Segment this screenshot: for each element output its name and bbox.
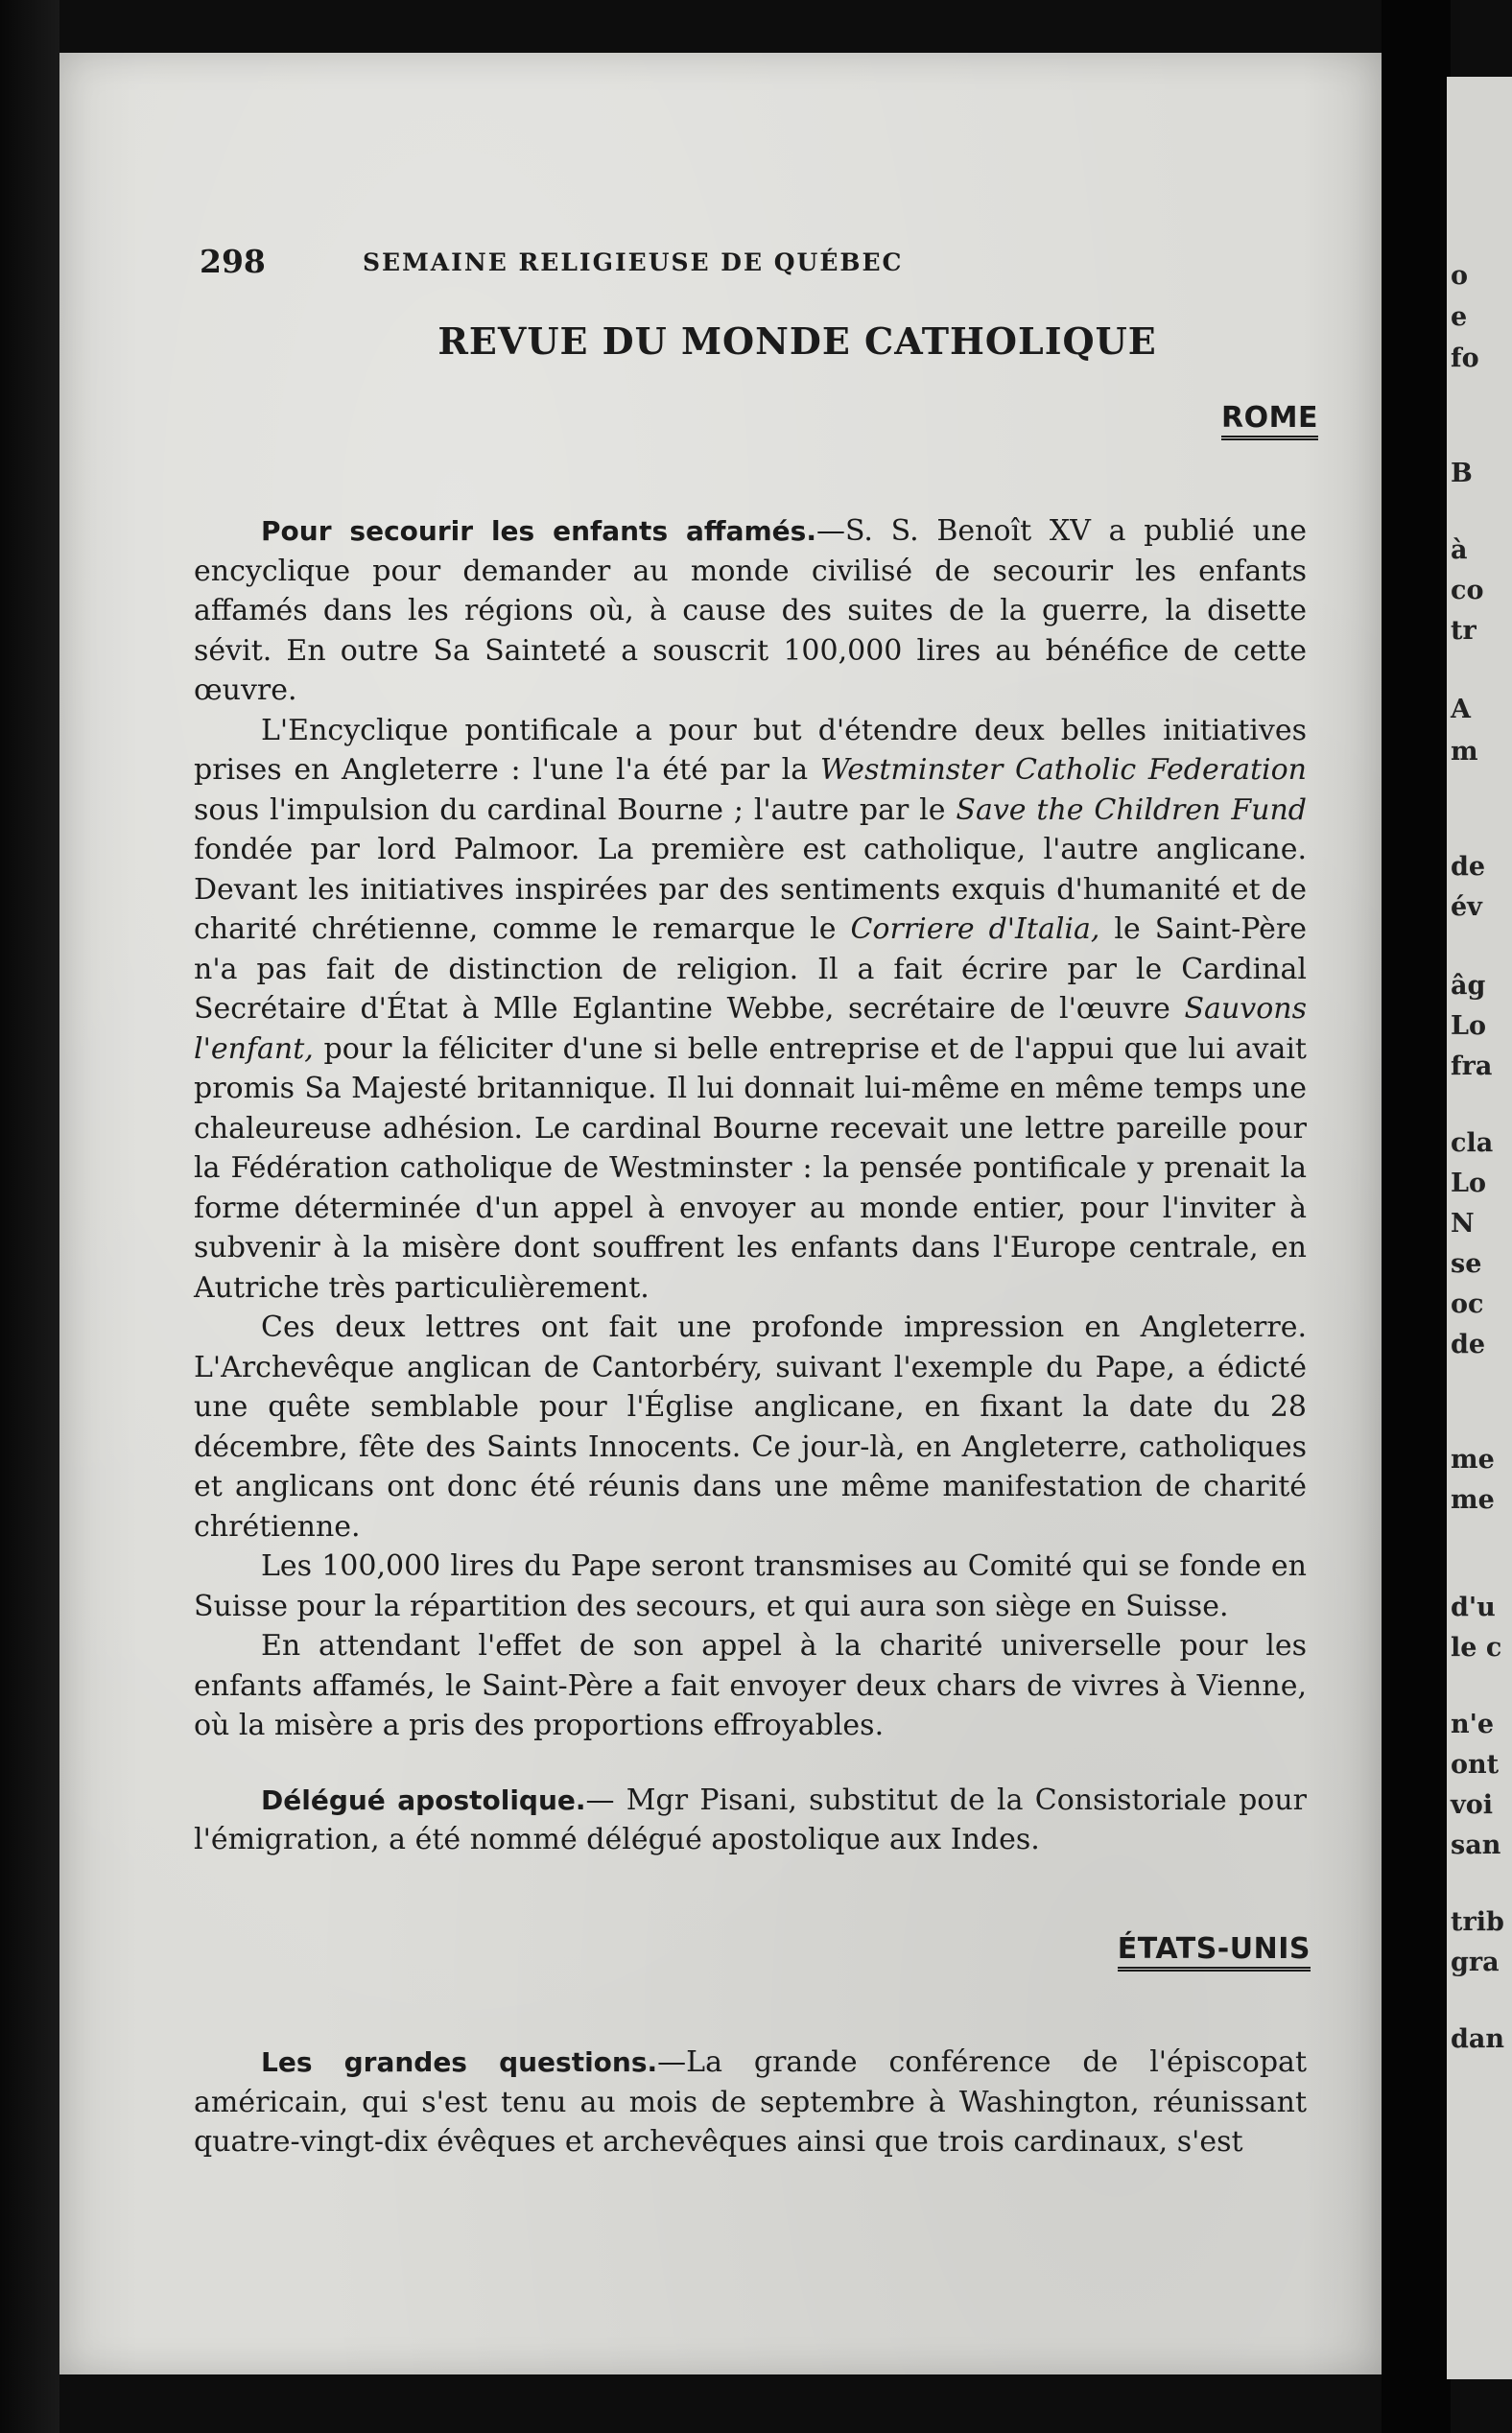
paragraph-text: le Saint-Père n'a pas fait de distinction de religion. Il a fait écrire par le Cardinal Secrétaire d'État à Mlle Eglantine Webbe, secrétaire de l'œuvre — [194, 912, 1307, 1026]
facing-page-fragment: voi — [1451, 1790, 1493, 1820]
paragraph: Ces deux lettres ont fait une profonde impression en Angleterre. L'Archevêque anglican de Cantorbéry, suivant l'exemple du Pape, a édicté une quête semblable pour l'Église anglicane, en fixant la date du 28 décembre, fête des Saints Innocents. Ce jour-là, en Angleterre, catholiques et anglicans ont donc été réunis dans une même manifestation de charité chrétienne. — [194, 1311, 1307, 1544]
facing-page-fragment: Lo — [1451, 1011, 1486, 1041]
facing-page-fragment: trib — [1451, 1907, 1504, 1937]
facing-page-fragment: gra — [1451, 1948, 1500, 1977]
paragraph-text: S. S. Benoît XV a publié une encyclique pour demander au monde civilisé de secourir les enfants affamés dans les régions où, à cause des suites de la guerre, la disette sévit. En outre Sa Sainteté a souscrit 100,000 lires au bénéfice de cette œuvre. — [194, 514, 1307, 707]
us-article-questions — [194, 2043, 1307, 2162]
italic-name: Save the Children Fund — [956, 792, 1307, 827]
italic-name: Westminster Catholic Federation — [819, 753, 1307, 787]
page-number: 298 — [200, 243, 266, 280]
paragraph-text: fondée par lord Palmoor. La première est catholique, l'autre anglicane. Devant les initiatives inspirées par des sentiments exquis d'humanité et de charité chrétienne, comme le remarque le — [194, 833, 1307, 946]
paragraph-text: L'Encyclique pontificale a pour but d'étendre deux belles initiatives prises en Angleterre : l'une l'a été par la — [194, 713, 1307, 787]
facing-page-fragment: fo — [1451, 343, 1479, 373]
paragraph: Les 100,000 lires du Pape seront transmises au Comité qui se fonde en Suisse pour la répartition des secours, et qui aura son siège en Suisse. — [194, 1549, 1307, 1623]
region-heading-rome: ROME — [1221, 402, 1318, 440]
paragraph — [194, 2043, 1307, 2162]
paragraph — [194, 711, 1307, 1309]
facing-page-fragment: e — [1451, 302, 1468, 332]
facing-page-fragment: me — [1451, 1485, 1495, 1515]
facing-page-fragment: co — [1451, 576, 1484, 605]
paragraph-text: sous l'impulsion du cardinal Bourne ; l'autre par le — [194, 792, 957, 827]
facing-page-fragment: o — [1451, 261, 1469, 291]
facing-page-fragment: de — [1451, 1330, 1486, 1359]
facing-page-fragment: d'u — [1451, 1593, 1496, 1622]
facing-page-fragment: cla — [1451, 1128, 1494, 1158]
em-dash: — — [585, 1783, 615, 1817]
page — [59, 53, 1382, 2374]
running-head — [200, 243, 1236, 291]
spacer — [194, 1746, 1307, 1781]
paragraph — [194, 1781, 1307, 1860]
em-dash: — — [657, 2045, 687, 2079]
facing-page-fragment: B — [1451, 459, 1473, 488]
scan-margin-left — [0, 0, 59, 2433]
paragraph-text: La grande conférence de l'épiscopat américain, qui s'est tenu au mois de septembre à Washington, réunissant quatre-vingt-dix évêques et archevêques ainsi que trois cardinaux, s'est — [194, 2045, 1308, 2159]
italic-name: Sauvons l'enfant, — [194, 992, 1307, 1066]
facing-page-fragment: san — [1451, 1831, 1501, 1860]
facing-page-fragment: fra — [1451, 1051, 1493, 1081]
facing-page-fragment: âg — [1451, 971, 1486, 1001]
facing-page-fragment: dan — [1451, 2024, 1505, 2054]
em-dash: — — [815, 514, 845, 548]
article-runin-heading: Les grandes questions. — [261, 2046, 658, 2078]
facing-page-fragment: N — [1451, 1209, 1475, 1239]
journal-title: SEMAINE RELIGIEUSE DE QUÉBEC — [363, 248, 904, 276]
facing-page-fragment: me — [1451, 1445, 1495, 1475]
facing-page-fragment: n'e — [1451, 1710, 1495, 1739]
paragraph — [194, 511, 1307, 711]
paragraph-text: pour la féliciter d'une si belle entreprise et de l'appui que lui avait promis Sa Majesté britannique. Il lui donnait lui-même en même temps une chaleureuse adhésion. Le cardinal Bourne recevait une lettre pareille pour la Fédération catholique de Westminster : la pensée pontificale y prenait la forme déterminée d'un appel à envoyer au monde entier, pour l'inviter à subvenir à la misère dont souffrent les enfants dans l'Europe centrale, en Autriche très particulièrement. — [194, 1031, 1307, 1305]
paragraph: En attendant l'effet de son appel à la charité universelle pour les enfants affamés, le Saint-Père a fait envoyer deux chars de vivres à Vienne, où la misère a pris des proportions effroyables. — [194, 1629, 1307, 1742]
rome-article-children — [194, 511, 1307, 1860]
facing-page-fragment: ont — [1451, 1750, 1500, 1780]
facing-page-fragment: év — [1451, 892, 1482, 922]
facing-page-fragment: le c — [1451, 1633, 1502, 1663]
facing-page-fragment: tr — [1451, 616, 1477, 646]
facing-page-fragment: m — [1451, 737, 1478, 767]
article-runin-heading: Délégué apostolique. — [261, 1783, 586, 1816]
paragraph-text: Mgr Pisani, substitut de la Consistoriale pour l'émigration, a été nommé délégué apostolique aux Indes. — [194, 1783, 1307, 1856]
article-runin-heading: Pour secourir les enfants affamés. — [261, 515, 816, 547]
facing-page-fragment: oc — [1451, 1289, 1484, 1319]
facing-page-fragment: A — [1451, 695, 1471, 724]
facing-page-fragment: de — [1451, 852, 1486, 882]
italic-name: Corriere d'Italia, — [850, 912, 1100, 946]
facing-page-fragment: à — [1451, 535, 1468, 565]
facing-page-fragment: se — [1451, 1249, 1482, 1279]
region-heading-etats-unis: ÉTATS-UNIS — [1118, 1933, 1311, 1972]
book-gutter — [1382, 0, 1451, 2433]
facing-page-edge — [1447, 77, 1512, 2379]
section-title: REVUE DU MONDE CATHOLIQUE — [437, 319, 1157, 363]
facing-page-fragment: Lo — [1451, 1169, 1486, 1198]
